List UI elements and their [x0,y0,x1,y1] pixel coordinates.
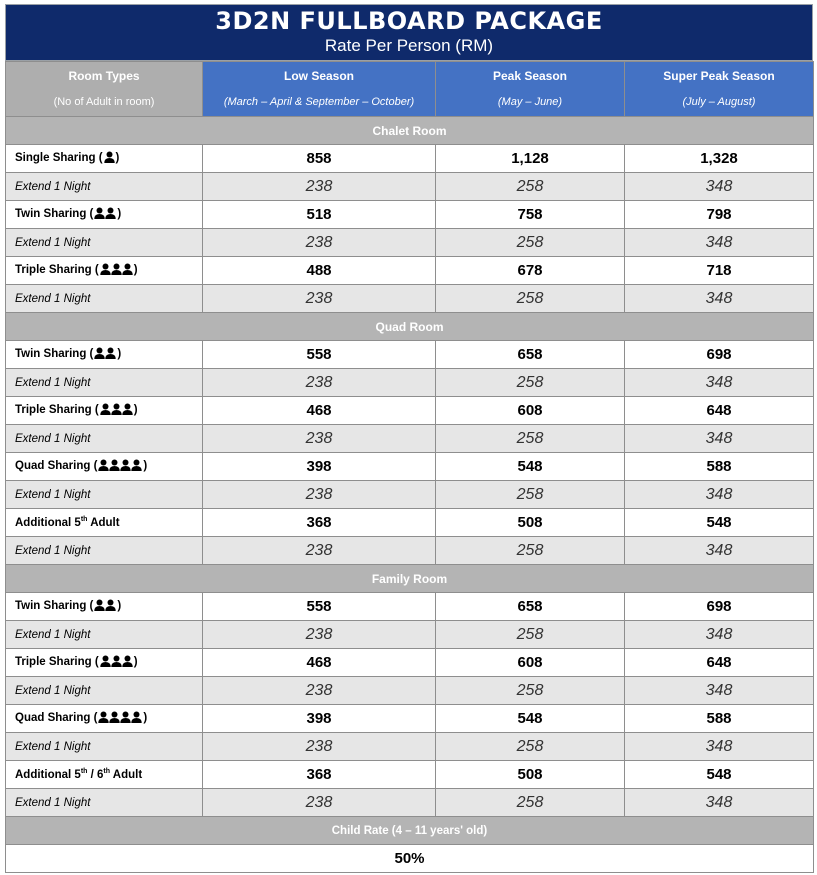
room-type-label [6,593,203,621]
extend-super-peak-rate: 348 [625,481,814,509]
person-icon-body [100,662,110,667]
person-icon-body [95,214,105,219]
person-icon-body [104,158,114,163]
title-banner [5,4,813,61]
person-icon-head [101,460,107,466]
ordinal-suffix: th [80,768,88,776]
super-peak-rate: 648 [625,397,814,425]
room-type-text: Single Sharing ( [15,152,103,164]
extend-night-row [6,229,814,257]
header-super-peak-sub: (July – August) [682,96,756,108]
rate-row [6,145,814,173]
header-peak-season-sub: (May – June) [497,96,563,108]
person-icon-body [122,270,132,275]
room-type-text: ) [117,348,122,360]
rate-row [6,509,814,537]
extend-peak-rate: 258 [436,789,625,817]
rate-row [6,341,814,369]
person-icon [103,151,116,166]
low-season-rate: 558 [203,341,436,369]
person-icon-body [110,466,120,471]
extend-night-row [6,621,814,649]
rate-row [6,649,814,677]
person-icon-head [134,712,140,718]
room-type-text: ) [117,208,122,220]
person-icon-head [108,600,114,606]
room-type-text: ) [133,404,138,416]
header-peak-season [436,62,625,117]
extend-night-label: Extend 1 Night [6,621,203,649]
column-header-row [6,62,814,117]
child-rate-value-row [6,845,814,873]
super-peak-rate: 588 [625,453,814,481]
person-icon-body [111,270,121,275]
super-peak-rate: 798 [625,201,814,229]
room-type-label [6,761,203,789]
person-icon-head [113,656,119,662]
peak-season-rate: 608 [436,397,625,425]
extend-night-row [6,789,814,817]
extend-peak-rate: 258 [436,733,625,761]
rate-table-container [5,4,813,873]
extend-night-row [6,285,814,313]
low-season-rate: 488 [203,257,436,285]
room-type-label [6,453,203,481]
room-type-text: Adult [87,516,120,529]
person-icon-body [106,354,116,359]
room-type-text: Triple Sharing ( [15,656,99,668]
section-title: Family Room [6,565,814,593]
person-icon [93,347,117,362]
low-season-rate: 468 [203,397,436,425]
room-type-text: ) [115,152,120,164]
person-icon-head [134,460,140,466]
header-low-season-title: Low Season [283,69,354,83]
extend-low-rate: 238 [203,537,436,565]
extend-low-rate: 238 [203,285,436,313]
extend-peak-rate: 258 [436,677,625,705]
person-icon [99,403,134,418]
child-rate-value: 50% [6,845,814,873]
room-type-text: Quad Sharing ( [15,712,98,724]
person-icon-head [108,208,114,214]
extend-night-row [6,425,814,453]
section-title: Quad Room [6,313,814,341]
header-peak-season-title: Peak Season [492,69,568,83]
person-icon-body [111,662,121,667]
person-icon-body [95,354,105,359]
rate-row [6,453,814,481]
super-peak-rate: 548 [625,761,814,789]
person-icon-head [108,348,114,354]
low-season-rate: 558 [203,593,436,621]
peak-season-rate: 678 [436,257,625,285]
extend-low-rate: 238 [203,173,436,201]
person-icon-head [123,712,129,718]
person-icon-body [106,606,116,611]
extend-night-row [6,733,814,761]
room-type-text: Additional 5 [15,516,81,529]
section-header-row [6,313,814,341]
low-season-rate: 858 [203,145,436,173]
super-peak-rate: 548 [625,509,814,537]
extend-night-label: Extend 1 Night [6,733,203,761]
extend-low-rate: 238 [203,481,436,509]
header-super-peak-season [625,62,814,117]
extend-super-peak-rate: 348 [625,789,814,817]
header-low-season [203,62,436,117]
peak-season-rate: 658 [436,593,625,621]
section-title: Chalet Room [6,117,814,145]
extend-super-peak-rate: 348 [625,677,814,705]
person-icon-head [102,656,108,662]
room-type-text: Adult [110,768,143,781]
super-peak-rate: 698 [625,341,814,369]
super-peak-rate: 648 [625,649,814,677]
person-icon [93,599,117,614]
room-type-text: Twin Sharing ( [15,348,94,360]
peak-season-rate: 508 [436,509,625,537]
super-peak-rate: 698 [625,593,814,621]
person-icon-head [112,460,118,466]
extend-night-label: Extend 1 Night [6,789,203,817]
person-icon-body [100,270,110,275]
person-icon-head [112,712,118,718]
room-type-label [6,145,203,173]
person-icon-body [132,466,142,471]
extend-night-row [6,537,814,565]
person-icon-body [132,718,142,723]
package-subtitle: Rate Per Person (RM) [324,36,494,55]
extend-night-row [6,481,814,509]
header-room-types [6,62,203,117]
person-icon [97,711,143,726]
extend-low-rate: 238 [203,425,436,453]
child-rate-label: Child Rate (4 – 11 years' old) [6,817,814,845]
room-type-text: Twin Sharing ( [15,208,94,220]
low-season-rate: 368 [203,761,436,789]
low-season-rate: 468 [203,649,436,677]
super-peak-rate: 1,328 [625,145,814,173]
room-type-label [6,649,203,677]
extend-night-label: Extend 1 Night [6,229,203,257]
person-icon-body [99,466,109,471]
extend-low-rate: 238 [203,621,436,649]
extend-super-peak-rate: 348 [625,229,814,257]
person-icon-body [122,662,132,667]
person-icon [93,207,117,222]
peak-season-rate: 658 [436,341,625,369]
room-type-text: ) [133,656,138,668]
header-low-season-sub: (March – April & September – October) [223,96,415,108]
extend-low-rate: 238 [203,677,436,705]
low-season-rate: 398 [203,453,436,481]
low-season-rate: 398 [203,705,436,733]
peak-season-rate: 508 [436,761,625,789]
person-icon [99,263,134,278]
header-room-types-sub: (No of Adult in room) [53,96,155,108]
extend-low-rate: 238 [203,733,436,761]
header-super-peak-title: Super Peak Season [663,69,775,83]
extend-super-peak-rate: 348 [625,621,814,649]
peak-season-rate: 548 [436,705,625,733]
ordinal-suffix: th [80,516,88,524]
person-icon-head [124,404,130,410]
room-type-label [6,201,203,229]
room-type-text: ) [143,460,148,472]
room-type-text: ) [143,712,148,724]
person-icon [99,655,134,670]
extend-night-label: Extend 1 Night [6,677,203,705]
extend-super-peak-rate: 348 [625,537,814,565]
extend-night-label: Extend 1 Night [6,481,203,509]
person-icon-head [113,404,119,410]
low-season-rate: 368 [203,509,436,537]
extend-low-rate: 238 [203,229,436,257]
rate-table [5,61,814,873]
person-icon-head [97,208,103,214]
person-icon-body [106,214,116,219]
room-type-text: Triple Sharing ( [15,264,99,276]
person-icon-head [106,152,112,158]
child-rate-header-row [6,817,814,845]
extend-super-peak-rate: 348 [625,285,814,313]
person-icon-head [123,460,129,466]
rate-row [6,761,814,789]
package-title: 3D2N FULLBOARD PACKAGE [215,7,603,35]
low-season-rate: 518 [203,201,436,229]
person-icon-body [99,718,109,723]
room-type-label [6,341,203,369]
room-type-text: Triple Sharing ( [15,404,99,416]
peak-season-rate: 608 [436,649,625,677]
header-room-types-title: Room Types [68,69,140,83]
rate-row [6,593,814,621]
extend-night-label: Extend 1 Night [6,285,203,313]
extend-peak-rate: 258 [436,481,625,509]
person-icon-head [124,264,130,270]
person-icon-body [121,718,131,723]
extend-super-peak-rate: 348 [625,369,814,397]
room-type-text: ) [133,264,138,276]
peak-season-rate: 548 [436,453,625,481]
extend-peak-rate: 258 [436,369,625,397]
extend-night-row [6,173,814,201]
room-type-text: Quad Sharing ( [15,460,98,472]
rate-row [6,201,814,229]
section-header-row [6,117,814,145]
person-icon-head [97,600,103,606]
peak-season-rate: 1,128 [436,145,625,173]
person-icon-body [121,466,131,471]
extend-night-row [6,677,814,705]
person-icon-head [97,348,103,354]
section-header-row [6,565,814,593]
ordinal-suffix: th [103,768,111,776]
room-type-text: Twin Sharing ( [15,600,94,612]
rate-row [6,397,814,425]
super-peak-rate: 718 [625,257,814,285]
extend-peak-rate: 258 [436,229,625,257]
room-type-label [6,509,203,537]
extend-low-rate: 238 [203,789,436,817]
extend-super-peak-rate: 348 [625,173,814,201]
extend-night-label: Extend 1 Night [6,537,203,565]
person-icon-head [102,264,108,270]
person-icon-body [110,718,120,723]
person-icon-head [124,656,130,662]
extend-night-row [6,369,814,397]
extend-peak-rate: 258 [436,285,625,313]
person-icon-body [122,410,132,415]
room-type-text: ) [117,600,122,612]
person-icon-body [111,410,121,415]
extend-night-label: Extend 1 Night [6,425,203,453]
room-type-label [6,397,203,425]
extend-peak-rate: 258 [436,537,625,565]
room-type-label [6,705,203,733]
extend-peak-rate: 258 [436,173,625,201]
person-icon-body [95,606,105,611]
person-icon-head [101,712,107,718]
extend-super-peak-rate: 348 [625,733,814,761]
room-type-label [6,257,203,285]
extend-peak-rate: 258 [436,425,625,453]
super-peak-rate: 588 [625,705,814,733]
person-icon-body [100,410,110,415]
extend-super-peak-rate: 348 [625,425,814,453]
rate-row [6,257,814,285]
extend-low-rate: 238 [203,369,436,397]
peak-season-rate: 758 [436,201,625,229]
person-icon-head [113,264,119,270]
extend-night-label: Extend 1 Night [6,369,203,397]
person-icon-head [102,404,108,410]
extend-night-label: Extend 1 Night [6,173,203,201]
room-type-text: / 6 [87,768,104,781]
rate-row [6,705,814,733]
person-icon [97,459,143,474]
extend-peak-rate: 258 [436,621,625,649]
room-type-text: Additional 5 [15,768,81,781]
